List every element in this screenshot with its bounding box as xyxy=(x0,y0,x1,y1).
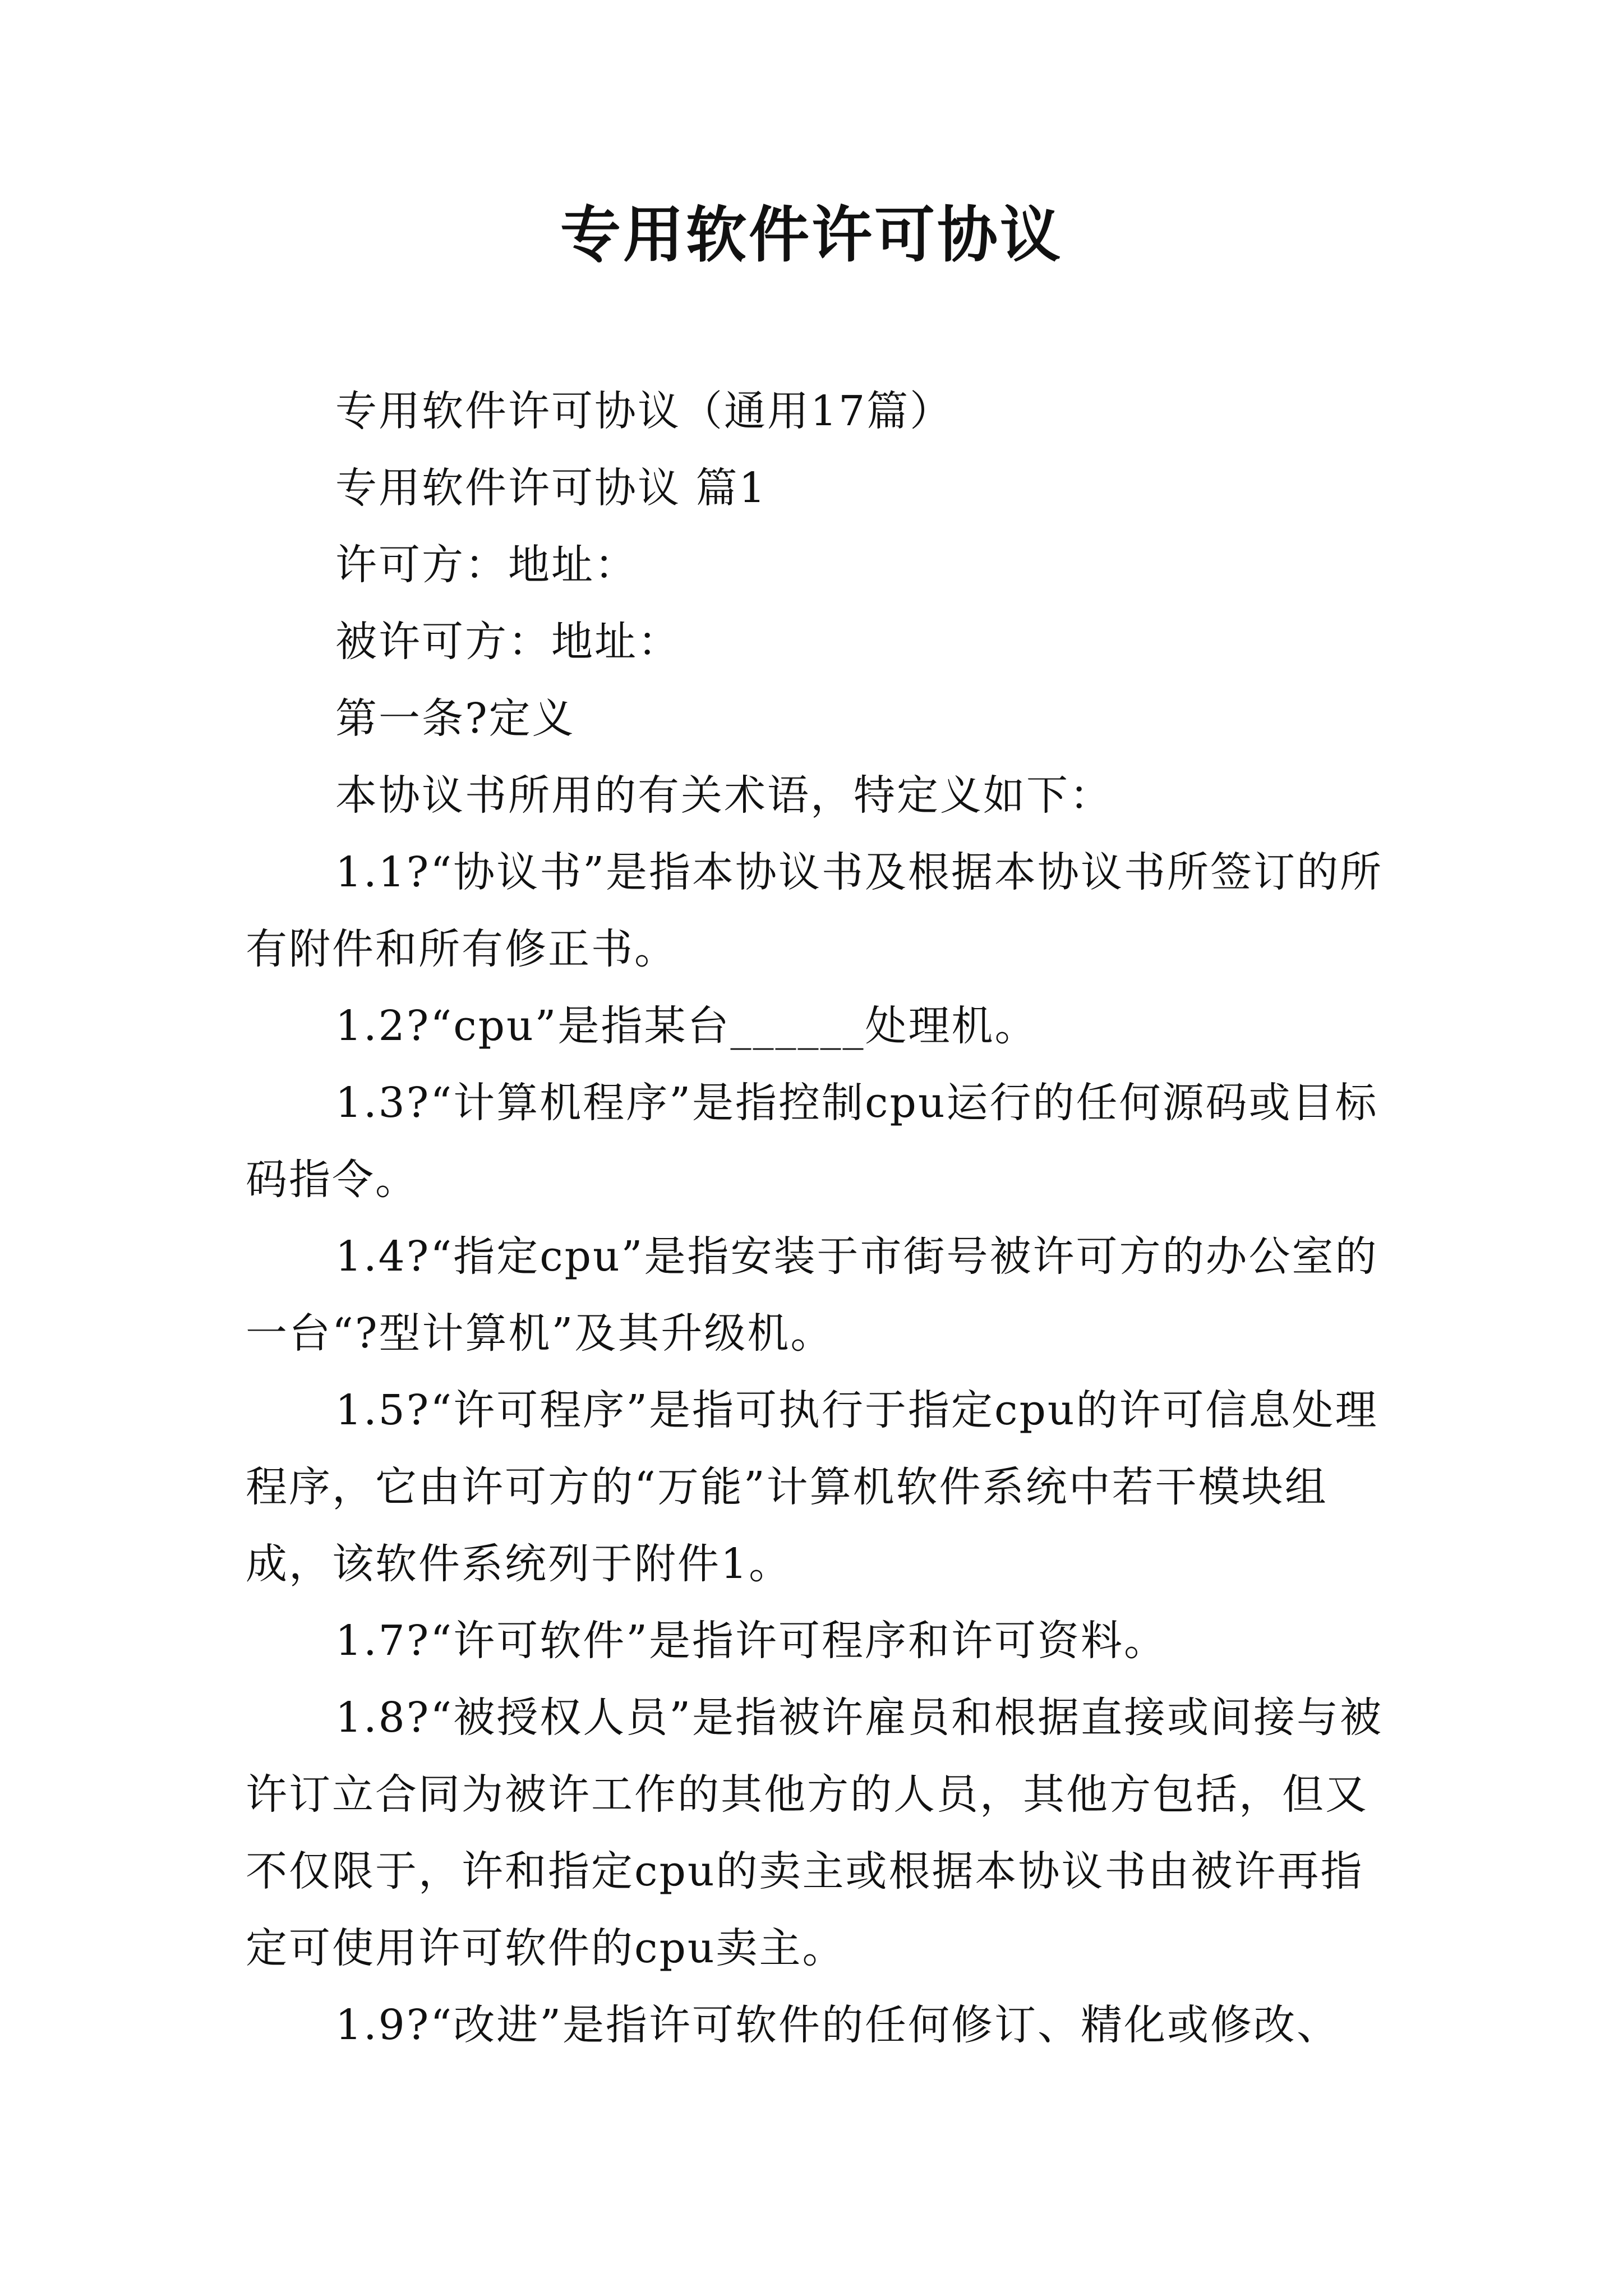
document-body xyxy=(246,373,1384,2064)
paragraph-definition-1-1: 1.1?“协议书”是指本协议书及根据本协议书所签订的所有附件和所有修正书。 xyxy=(246,848,1384,973)
paragraph-definition-1-3: 1.3?“计算机程序”是指控制cpu运行的任何源码或目标码指令。 xyxy=(246,1079,1378,1204)
paragraph-definition-1-8: 1.8?“被授权人员”是指被许雇员和根据直接或间接与被许订立合同为被许工作的其他方的人员，其他方包括，但又不仅限于，许和指定cpu的卖主或根据本协议书由被许再指定可使用许可软件的cpu卖主。 xyxy=(246,1694,1384,1972)
document-title: 专用软件许可协议 xyxy=(560,200,1063,270)
paragraph-section-heading: 专用软件许可协议 篇1 xyxy=(335,464,767,512)
paragraph-subtitle: 专用软件许可协议（通用17篇） xyxy=(335,387,953,435)
paragraph-article-one: 第一条?定义 xyxy=(335,694,575,743)
paragraph-definitions-intro: 本协议书所用的有关术语，特定义如下： xyxy=(335,771,1113,820)
paragraph-licensee: 被许可方：地址： xyxy=(335,618,681,666)
paragraph-definition-1-2: 1.2?“cpu”是指某台______处理机。 xyxy=(335,1002,1038,1050)
paragraph-definition-1-4: 1.4?“指定cpu”是指安装于市街号被许可方的办公室的一台“?型计算机”及其升级机。 xyxy=(246,1232,1378,1358)
paragraph-definition-1-9: 1.9?“改进”是指许可软件的任何修订、精化或修改、 xyxy=(335,2001,1340,2049)
paragraph-definition-1-5: 1.5?“许可程序”是指可执行于指定cpu的许可信息处理程序，它由许可方的“万能”计算机软件系统中若干模块组成，该软件系统列于附件1。 xyxy=(246,1386,1378,1588)
paragraph-licensor: 许可方：地址： xyxy=(335,541,638,589)
paragraph-definition-1-7: 1.7?“许可软件”是指许可程序和许可资料。 xyxy=(335,1617,1168,1665)
